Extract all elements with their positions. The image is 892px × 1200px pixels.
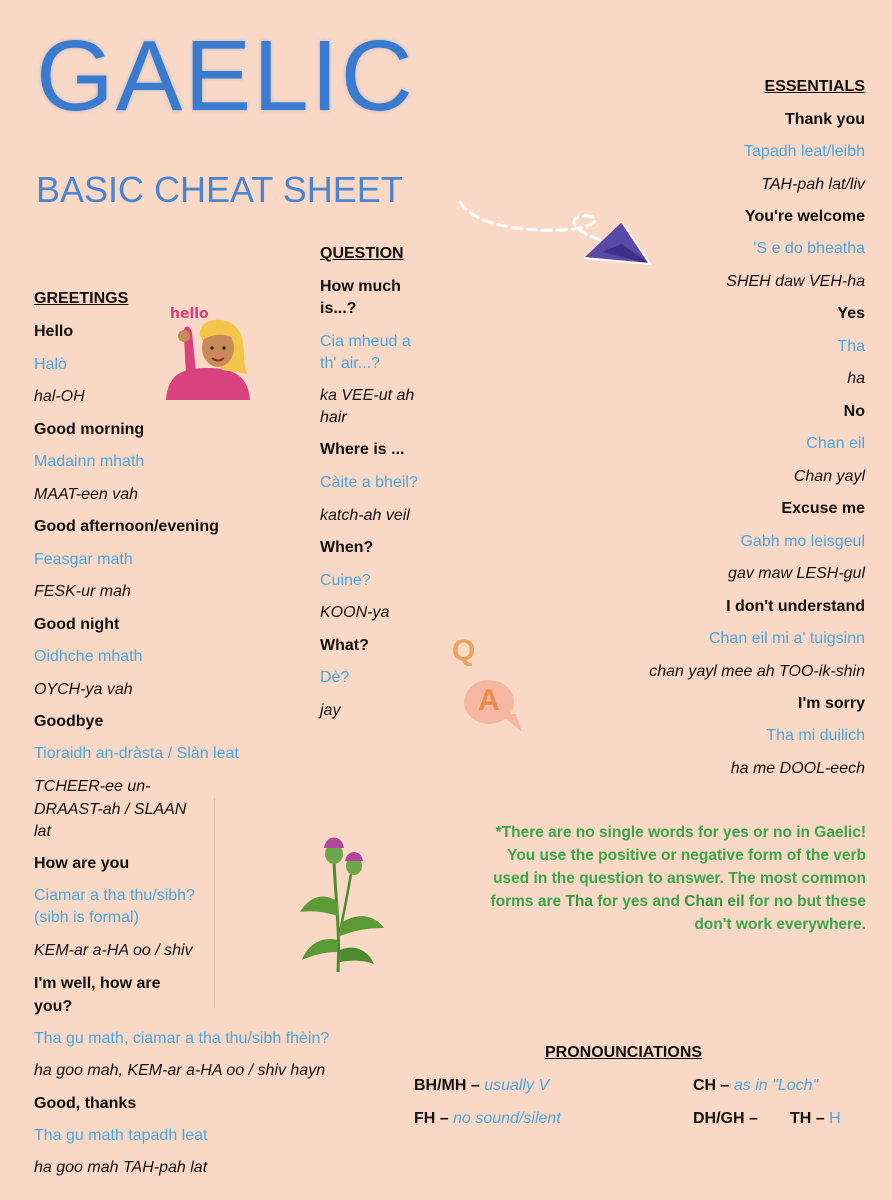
greeting-ph: ha goo mah, KEM-ar a-HA oo / shiv hayn <box>34 1062 326 1079</box>
hello-sticker <box>162 304 254 400</box>
question-en: is...? <box>320 300 357 317</box>
hello-sticker-text: hello <box>170 306 209 322</box>
essentials-heading: ESSENTIALS <box>764 78 865 95</box>
question-en: Where is ... <box>320 441 405 458</box>
greeting-ga: Ciamar a tha thu/sibh? <box>34 887 195 904</box>
question-en: How much <box>320 278 401 295</box>
question-ga: Dè? <box>320 669 350 686</box>
greeting-ga: Feasgar math <box>34 551 133 568</box>
note-line: don't work everywhere. <box>694 915 866 933</box>
column-divider <box>214 798 215 1008</box>
greeting-ga: Tioraidh an-dràsta / Slàn leat <box>34 745 239 762</box>
greeting-ph: OYCH-ya vah <box>34 681 133 698</box>
greeting-ph: KEM-ar a-HA oo / shiv <box>34 942 193 959</box>
question-en: When? <box>320 539 374 556</box>
note-line: forms are Tha for yes and Chan eil for no but these <box>490 892 866 910</box>
greeting-en: Good morning <box>34 421 145 438</box>
essential-en: I don't understand <box>726 598 865 615</box>
question-ga: Càite a bheil? <box>320 474 418 491</box>
yes-no-note <box>466 822 866 937</box>
question-en: What? <box>320 637 369 654</box>
question-ph: ka VEE-ut ah <box>320 387 415 404</box>
page-title: GAELIC <box>36 20 415 132</box>
question-ga: th' air...? <box>320 355 380 372</box>
greeting-ga: Tha gu math tapadh leat <box>34 1127 208 1144</box>
essential-ph: SHEH daw VEH-ha <box>726 273 865 290</box>
a-badge: A <box>478 684 500 717</box>
question-ph: katch-ah veil <box>320 507 410 524</box>
essential-ga: 'S e do bheatha <box>753 240 865 257</box>
essential-ph: chan yayl mee ah TOO-ik-shin <box>649 663 865 680</box>
greeting-en: Hello <box>34 323 74 340</box>
question-ph: hair <box>320 409 347 426</box>
paper-plane-arrow-icon <box>452 192 662 272</box>
greetings-heading: GREETINGS <box>34 290 129 307</box>
greeting-ph: FESK-ur mah <box>34 583 131 600</box>
greeting-ph: DRAAST-ah / SLAAN <box>34 801 187 818</box>
greeting-ph: MAAT-een vah <box>34 486 139 503</box>
pron-bh-mh: BH/MH – usually V <box>414 1077 550 1094</box>
essential-ph: ha <box>847 370 865 387</box>
essential-ga: Gabh mo leisgeul <box>740 533 865 550</box>
question-ga: Cuine? <box>320 572 371 589</box>
greeting-ph: hal-OH <box>34 388 85 405</box>
essential-en: Excuse me <box>781 500 865 517</box>
greeting-ph: lat <box>34 823 51 840</box>
essential-ph: Chan yayl <box>793 468 865 485</box>
pron-dh-gh: DH/GH – <box>693 1110 758 1127</box>
question-ga: Cia mheud a <box>320 333 411 350</box>
greeting-en: Good afternoon/evening <box>34 518 219 535</box>
note-line: used in the question to answer. The most common <box>493 869 866 887</box>
pron-fh: FH – no sound/silent <box>414 1110 561 1127</box>
speech-tail-icon <box>500 714 524 734</box>
page-subtitle: BASIC CHEAT SHEET <box>36 169 403 210</box>
essential-ga: Tha <box>837 338 865 355</box>
essential-en: No <box>843 403 865 420</box>
question-heading: QUESTION <box>320 245 404 262</box>
essential-ga: Chan eil <box>806 435 865 452</box>
greeting-en: you? <box>34 998 73 1015</box>
essential-ga: Tha mi duilich <box>766 727 865 744</box>
pronunciations-heading: PRONOUNCIATIONS <box>545 1044 703 1061</box>
note-line: *There are no single words for yes or no in Gaelic! <box>495 824 866 841</box>
pron-ch: CH – as in "Loch" <box>693 1077 819 1094</box>
greeting-ga: Tha gu math, ciamar a tha thu/sibh fhèin? <box>34 1030 330 1047</box>
greeting-ph: TCHEER-ee un- <box>34 778 151 795</box>
essential-ph: TAH-pah lat/liv <box>761 176 865 193</box>
greeting-ga: Halò <box>34 356 67 373</box>
essential-ga: Tapadh leat/leibh <box>744 143 865 160</box>
greeting-ga: Madainn mhath <box>34 453 145 470</box>
greeting-en: How are you <box>34 855 130 872</box>
greeting-en: Good night <box>34 616 120 633</box>
greeting-ga: (sibh is formal) <box>34 909 139 926</box>
question-ph: KOON-ya <box>320 604 390 621</box>
essential-en: You're welcome <box>745 208 865 225</box>
greeting-en: I'm well, how are <box>34 975 161 992</box>
essential-en: I'm sorry <box>798 695 865 712</box>
essential-ga: Chan eil mi a' tuigsinn <box>708 630 865 647</box>
essential-en: Yes <box>837 305 865 322</box>
waving-woman-icon <box>162 318 254 400</box>
note-line: You use the positive or negative form of the verb <box>507 846 866 864</box>
greeting-en: Goodbye <box>34 713 104 730</box>
qa-icon <box>450 632 530 732</box>
essential-en: Thank you <box>784 111 865 128</box>
pron-th: TH – H <box>790 1110 841 1127</box>
thistle-icon <box>294 832 386 974</box>
q-badge: Q <box>452 634 476 667</box>
greeting-ga: Oidhche mhath <box>34 648 143 665</box>
greeting-en: Good, thanks <box>34 1095 137 1112</box>
essential-ph: gav maw LESH-gul <box>728 565 865 582</box>
question-ph: jay <box>320 702 341 719</box>
essential-ph: ha me DOOL-eech <box>730 760 865 777</box>
greeting-ph: ha goo mah TAH-pah lat <box>34 1159 208 1176</box>
